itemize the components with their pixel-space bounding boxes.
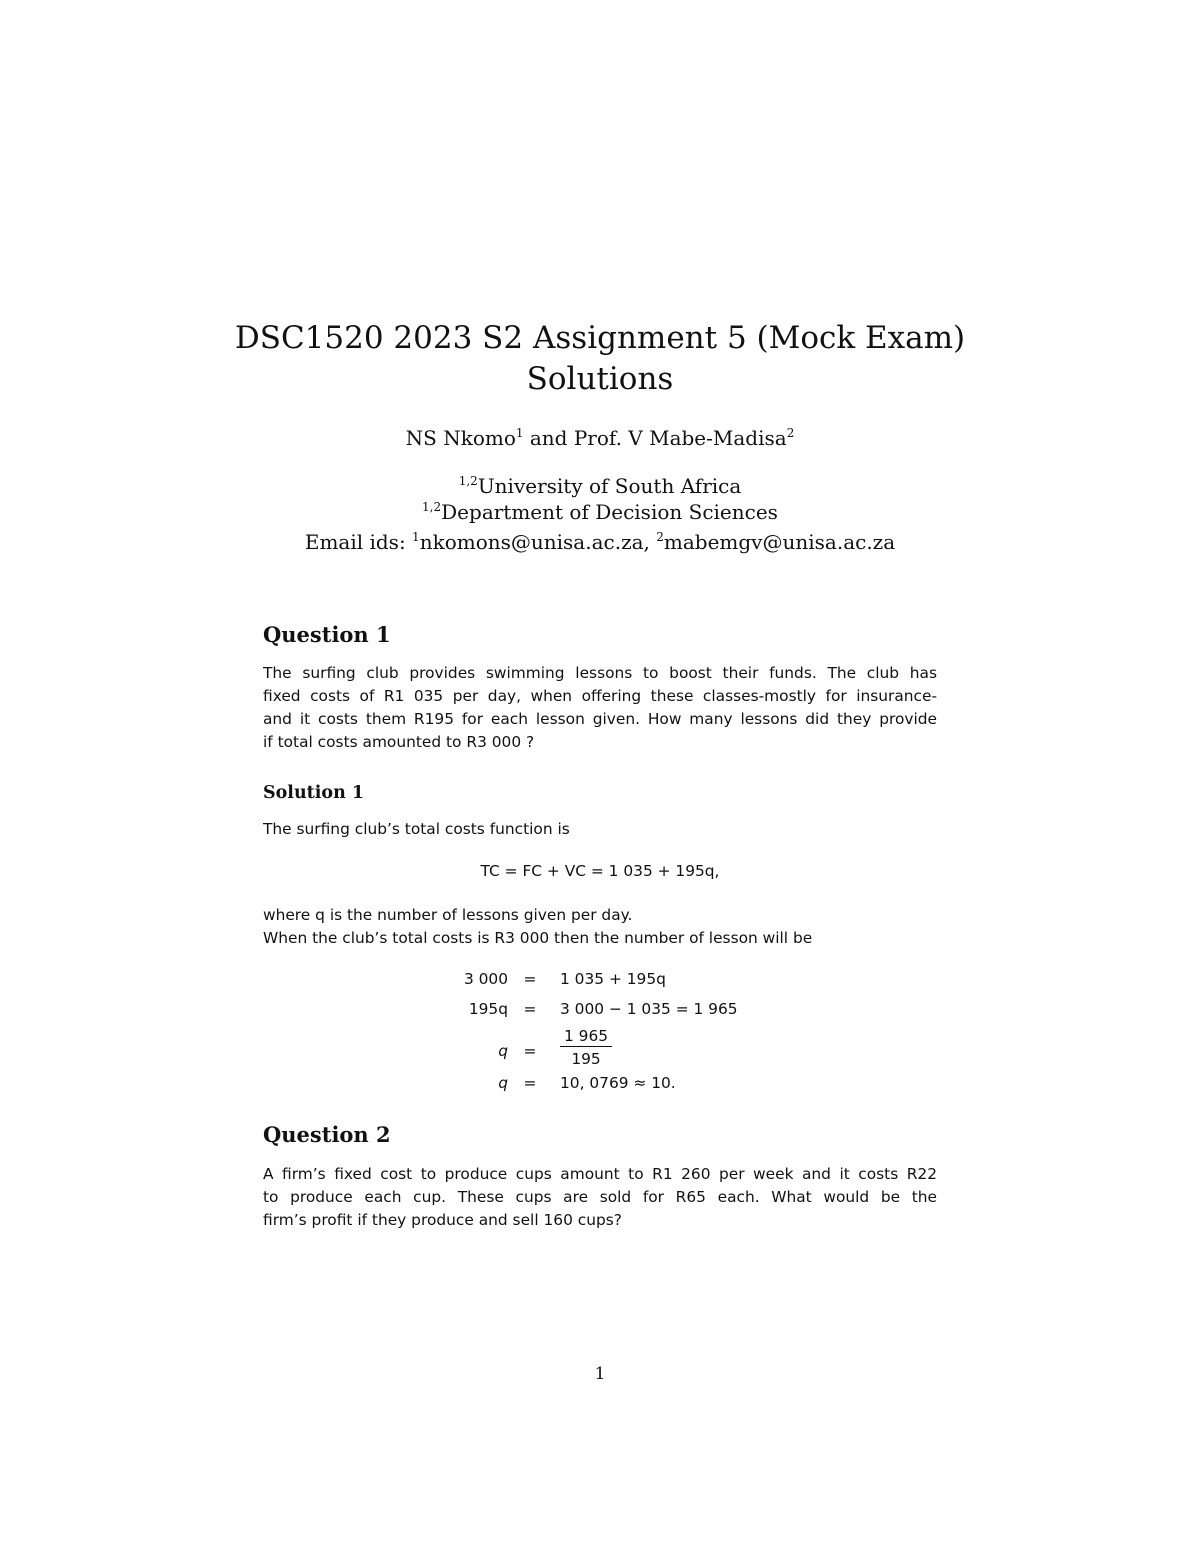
- affiliation-university: [0, 474, 1200, 498]
- equation-row: [440, 970, 840, 994]
- email-address: nkomons@unisa.ac.za,: [419, 530, 657, 554]
- affiliation-superscript: 1,2: [422, 500, 442, 514]
- affiliation-department: [0, 500, 1200, 524]
- equals-sign: =: [523, 1042, 537, 1060]
- author-joiner: and Prof. V Mabe-Madisa: [523, 426, 787, 450]
- equation-row: [440, 1000, 840, 1024]
- question-2-text: [263, 1163, 937, 1232]
- text-line: fixed costs of R1 035 per day, when offering these classes-mostly for insurance-: [263, 687, 937, 705]
- affiliation-superscript: 1,2: [458, 474, 478, 488]
- email-address: mabemgv@unisa.ac.za: [663, 530, 896, 554]
- text-line: The surfing club provides swimming lessons to boost their funds. The club has: [263, 664, 937, 682]
- equation-lhs: 3 000: [463, 970, 508, 988]
- affiliation-text: University of South Africa: [477, 474, 742, 498]
- fraction: [560, 1026, 612, 1069]
- equation-row: [440, 1074, 840, 1098]
- document-title: DSC1520 2023 S2 Assignment 5 (Mock Exam): [234, 320, 966, 356]
- question-2-heading: Question 2: [263, 1122, 391, 1147]
- equals-sign: =: [523, 970, 537, 988]
- page-number: 1: [594, 1364, 606, 1384]
- email-line: [0, 530, 1200, 554]
- text-line: if total costs amounted to R3 000 ?: [263, 733, 535, 751]
- solution-1-explanation: [263, 904, 937, 950]
- question-1-text: [263, 662, 937, 754]
- fraction-numerator: 1 965: [560, 1026, 612, 1047]
- email-superscript: 1: [412, 530, 420, 544]
- email-superscript: 2: [656, 530, 664, 544]
- equation-rhs: 3 000 − 1 035 = 1 965: [560, 1000, 738, 1018]
- email-label: Email ids:: [304, 530, 413, 554]
- text-line: When the club’s total costs is R3 000 then the number of lesson will be: [263, 929, 813, 947]
- text-line: to produce each cup. These cups are sold for R65 each. What would be the: [263, 1188, 937, 1206]
- equation-row: [440, 1026, 840, 1072]
- text-line: firm’s profit if they produce and sell 160 cups?: [263, 1211, 622, 1229]
- equation-rhs: 1 035 + 195q: [560, 970, 666, 988]
- fraction-denominator: 195: [571, 1050, 601, 1068]
- author-superscript: 2: [786, 426, 795, 440]
- affiliation-text: Department of Decision Sciences: [441, 500, 778, 524]
- authors: [0, 426, 1200, 450]
- text-line: A firm’s fixed cost to produce cups amount to R1 260 per week and it costs R22: [263, 1165, 937, 1183]
- text-line: and it costs them R195 for each lesson given. How many lessons did they provide: [263, 710, 937, 728]
- solution-1-heading: Solution 1: [263, 783, 365, 803]
- equation-rhs: 10, 0769 ≈ 10.: [560, 1074, 676, 1092]
- equation-lhs: 195q: [468, 1000, 508, 1018]
- author-name: NS Nkomo: [405, 426, 516, 450]
- equation-lhs: q: [498, 1074, 508, 1092]
- document-title-line-2: Solutions: [526, 361, 674, 397]
- solution-1-intro: The surfing club’s total costs function is: [263, 820, 570, 838]
- author-superscript: 1: [515, 426, 524, 440]
- equals-sign: =: [523, 1074, 537, 1092]
- text-line: where q is the number of lessons given per day.: [263, 906, 633, 924]
- total-cost-equation: TC = FC + VC = 1 035 + 195q,: [480, 862, 720, 880]
- question-1-heading: Question 1: [263, 622, 391, 647]
- equals-sign: =: [523, 1000, 537, 1018]
- equation-lhs: q: [498, 1042, 508, 1060]
